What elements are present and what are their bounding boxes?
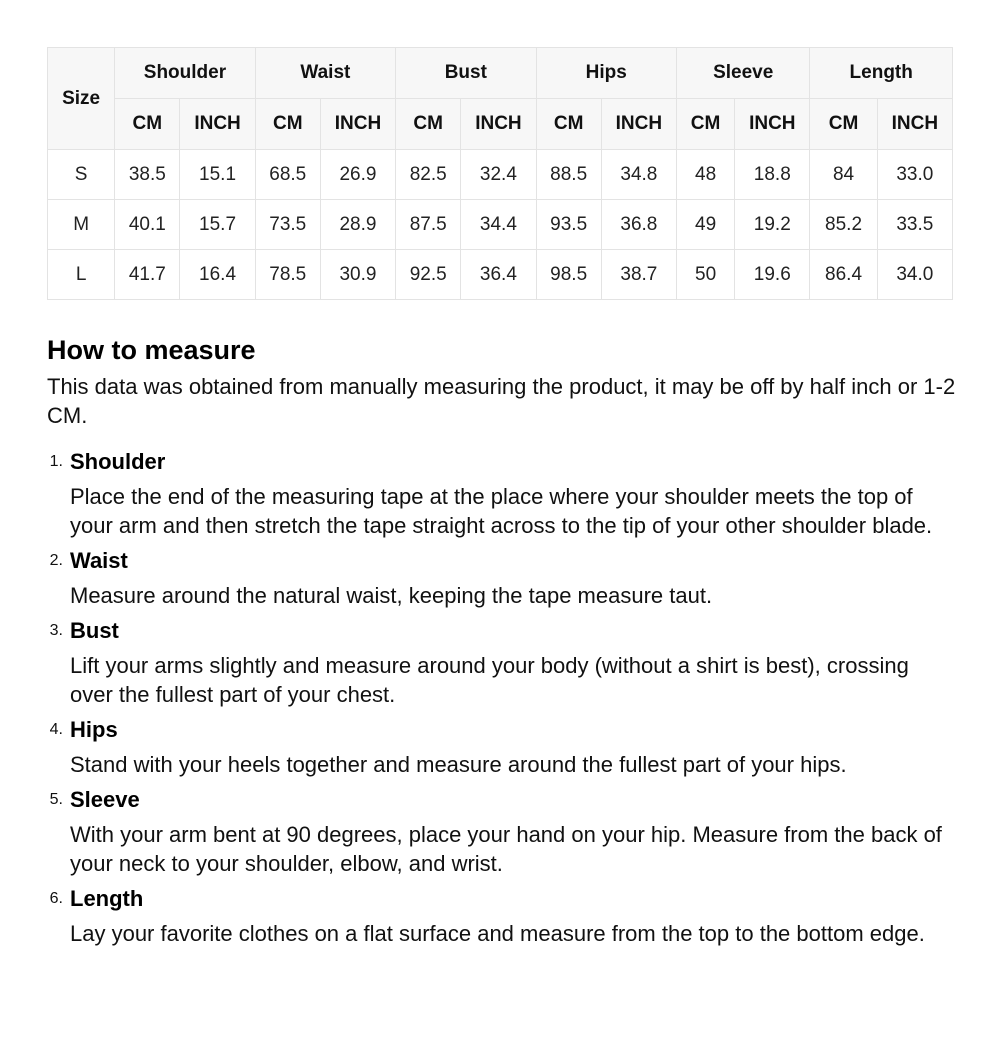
unit-header: CM (115, 99, 180, 150)
table-cell: 34.8 (601, 150, 676, 200)
step-term: Bust (70, 618, 119, 643)
table-cell: 34.0 (877, 250, 952, 300)
measure-guide (47, 330, 957, 954)
table-row (48, 150, 953, 200)
table-cell: 98.5 (536, 250, 601, 300)
size-cell: M (48, 200, 115, 250)
table-cell: 84 (810, 150, 877, 200)
size-cell: L (48, 250, 115, 300)
step-term: Hips (70, 717, 118, 742)
group-header-shoulder: Shoulder (115, 48, 255, 99)
table-cell: 86.4 (810, 250, 877, 300)
step-term: Length (70, 886, 144, 911)
table-cell: 82.5 (396, 150, 461, 200)
unit-header: CM (396, 99, 461, 150)
step-description: Stand with your heels together and measure around the fullest part of your hips. (70, 752, 847, 777)
table-cell: 36.8 (601, 200, 676, 250)
table-cell: 32.4 (461, 150, 536, 200)
table-cell: 68.5 (255, 150, 320, 200)
table-cell: 33.5 (877, 200, 952, 250)
table-unit-header-row (48, 99, 953, 150)
unit-header: INCH (320, 99, 395, 150)
table-cell: 33.0 (877, 150, 952, 200)
unit-header: CM (536, 99, 601, 150)
size-chart-table (47, 47, 953, 300)
group-header-bust: Bust (396, 48, 536, 99)
table-cell: 87.5 (396, 200, 461, 250)
step-description: Lay your favorite clothes on a flat surface and measure from the top to the bottom edge. (70, 921, 925, 946)
table-cell: 88.5 (536, 150, 601, 200)
step-description: Lift your arms slightly and measure around your body (without a shirt is best), crossing over the fullest part of your chest. (70, 653, 909, 707)
unit-header: INCH (601, 99, 676, 150)
measure-steps-list (47, 447, 957, 948)
table-cell: 92.5 (396, 250, 461, 300)
group-header-hips: Hips (536, 48, 676, 99)
table-cell: 73.5 (255, 200, 320, 250)
table-cell: 85.2 (810, 200, 877, 250)
table-cell: 28.9 (320, 200, 395, 250)
measure-step-length (47, 884, 957, 948)
step-description: With your arm bent at 90 degrees, place your hand on your hip. Measure from the back of your neck to your shoulder, elbow, and wrist. (70, 822, 942, 876)
unit-header: CM (676, 99, 734, 150)
measure-step-waist (47, 546, 957, 610)
step-term: Waist (70, 548, 128, 573)
step-description: Place the end of the measuring tape at the place where your shoulder meets the top of your arm and then stretch the tape straight across to the tip of your other shoulder blade. (70, 484, 933, 538)
step-number: 5. (49, 791, 63, 808)
unit-header: INCH (877, 99, 952, 150)
guide-intro: This data was obtained from manually measuring the product, it may be off by half inch or 1-2 CM. (47, 374, 956, 428)
step-number: 2. (49, 552, 63, 569)
table-row (48, 200, 953, 250)
table-cell: 48 (676, 150, 734, 200)
table-cell: 15.1 (180, 150, 255, 200)
table-cell: 30.9 (320, 250, 395, 300)
unit-header: INCH (180, 99, 255, 150)
unit-header: CM (810, 99, 877, 150)
table-cell: 78.5 (255, 250, 320, 300)
size-cell: S (48, 150, 115, 200)
table-cell: 19.6 (735, 250, 810, 300)
table-group-header-row (48, 48, 953, 99)
table-row (48, 250, 953, 300)
table-cell: 49 (676, 200, 734, 250)
table-cell: 26.9 (320, 150, 395, 200)
measure-step-shoulder (47, 447, 957, 540)
measure-step-bust (47, 616, 957, 709)
table-cell: 19.2 (735, 200, 810, 250)
step-number: 6. (49, 890, 63, 907)
step-term: Sleeve (70, 787, 140, 812)
unit-header: INCH (735, 99, 810, 150)
table-cell: 50 (676, 250, 734, 300)
step-number: 1. (49, 453, 63, 470)
step-description: Measure around the natural waist, keeping the tape measure taut. (70, 583, 713, 608)
table-cell: 41.7 (115, 250, 180, 300)
unit-header: INCH (461, 99, 536, 150)
table-cell: 36.4 (461, 250, 536, 300)
table-cell: 15.7 (180, 200, 255, 250)
group-header-waist: Waist (255, 48, 395, 99)
table-cell: 18.8 (735, 150, 810, 200)
step-number: 4. (49, 721, 63, 738)
measure-step-sleeve (47, 785, 957, 878)
group-header-length: Length (810, 48, 953, 99)
table-cell: 34.4 (461, 200, 536, 250)
guide-title: How to measure (47, 335, 256, 365)
table-cell: 38.5 (115, 150, 180, 200)
measure-step-hips (47, 715, 957, 779)
step-number: 3. (49, 622, 63, 639)
step-term: Shoulder (70, 449, 166, 474)
size-column-header: Size (48, 48, 115, 150)
table-cell: 93.5 (536, 200, 601, 250)
table-cell: 16.4 (180, 250, 255, 300)
unit-header: CM (255, 99, 320, 150)
group-header-sleeve: Sleeve (676, 48, 809, 99)
table-cell: 38.7 (601, 250, 676, 300)
table-cell: 40.1 (115, 200, 180, 250)
